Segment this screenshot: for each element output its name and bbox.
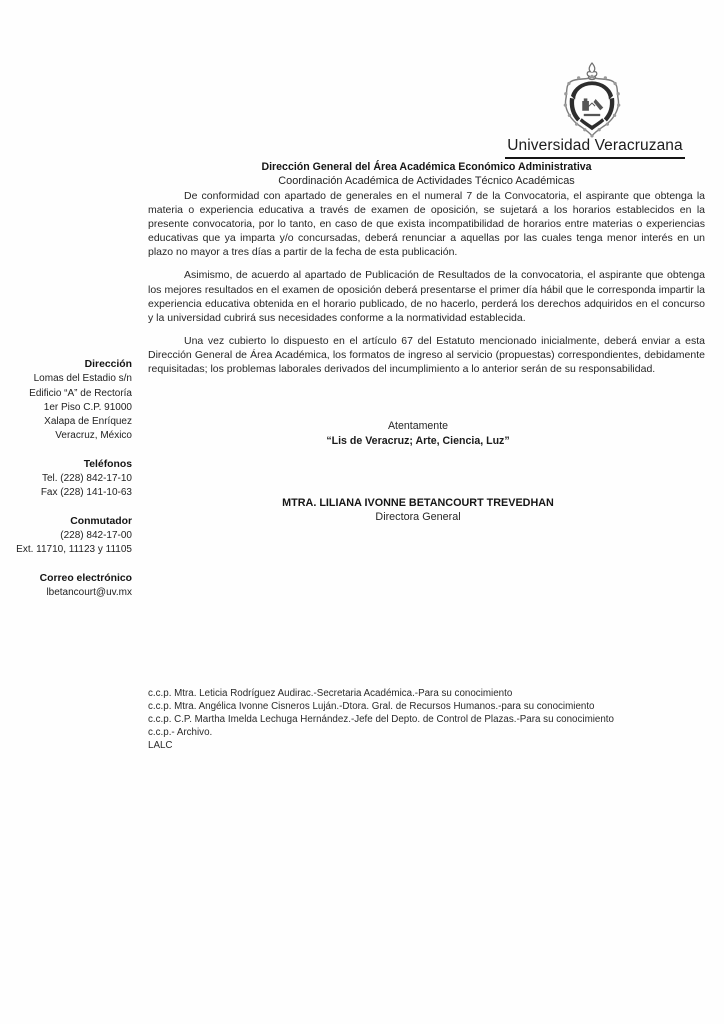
sidebar-heading-telefonos: Teléfonos: [83, 458, 132, 470]
cc-line: c.c.p.- Archivo.: [148, 727, 213, 738]
signer-title: Directora General: [375, 511, 461, 523]
paragraph-1: De conformidad con apartado de generales en el numeral 7 de la Convocatoria, el aspirante que obtenga la materia o experiencia educativa a través de examen de oposición, se sujetará a los horarios establecidos en la presente convocatoria, por lo tanto, en caso de que exista incompatibilidad de horarios entre materias o experiencias educativas que ya imparta y/o concursadas, deberá renunciar a aquellas por las cuales tenga menor interés en un plazo no mayor a tres días a partir de la fecha de esta publicación.: [148, 190, 705, 259]
university-name: Universidad Veracruzana: [507, 137, 683, 154]
fax-line: Fax (228) 141-10-63: [40, 487, 132, 499]
sidebar-heading-correo: Correo electrónico: [39, 572, 132, 584]
paragraph-2: Asimismo, de acuerdo al apartado de Publicación de Resultados de la convocatoria, el aspirante que obtenga los mejores resultados en el examen de oposición deberá presentarse el primer día hábil que le corresponda impartir la experiencia educativa obtenida en el horario publicado, de no hacerlo, perderá los derechos adquiridos en el concurso y la universidad cubrirá sus necesidades conforme a la normatividad establecida.: [148, 269, 705, 324]
closing-block: [148, 419, 688, 448]
sidebar-section-correo: [0, 572, 132, 601]
address-line: 1er Piso C.P. 91000: [43, 401, 132, 413]
title-direccion-general: Dirección General del Área Académica Económico Administrativa: [261, 161, 592, 173]
cc-footer: [148, 687, 628, 752]
uv-crest-logo: [556, 62, 628, 140]
document-titles: [148, 161, 705, 188]
contact-sidebar: [0, 358, 132, 600]
address-line: Lomas del Estadio s/n: [33, 373, 132, 385]
university-name-block: [505, 137, 685, 159]
address-line: Veracruz, México: [55, 430, 132, 442]
salutation: Atentamente: [387, 420, 449, 432]
switchboard-line: (228) 842-17-00: [60, 529, 132, 541]
paragraph-3: Una vez cubierto lo dispuesto en el artículo 67 del Estatuto mencionado inicialmente, deberá enviar a esta Dirección General de Área Académica, los formatos de ingreso al servicio (propuestas) correspondientes, debidamente requisitadas; los problemas laborales derivados del incumplimiento a lo anterior serán de su responsabilidad.: [148, 334, 705, 376]
signer-name: MTRA. LILIANA IVONNE BETANCOURT TREVEDHAN: [282, 497, 554, 509]
signature-block: [148, 496, 688, 524]
address-line: Edificio “A” de Rectoría: [29, 387, 132, 399]
sidebar-section-direccion: [0, 358, 132, 444]
title-coordinacion: Coordinación Académica de Actividades Técnico Académicas: [278, 175, 575, 187]
sidebar-heading-conmutador: Conmutador: [70, 515, 132, 527]
cc-line: c.c.p. Mtra. Leticia Rodríguez Audirac.-Secretaria Académica.-Para su conocimiento: [148, 688, 513, 699]
extensions-line: Ext. 11710, 11123 y 11105: [16, 544, 132, 556]
uv-crest-icon: [556, 62, 628, 140]
phone-line: Tel. (228) 842-17-10: [41, 473, 132, 485]
cc-line: c.c.p. C.P. Martha Imelda Lechuga Hernández.-Jefe del Depto. de Control de Plazas.-Para su conocimiento: [148, 714, 614, 725]
email-address: lbetancourt@uv.mx: [46, 586, 132, 598]
university-motto: “Lis de Veracruz; Arte, Ciencia, Luz”: [326, 434, 510, 447]
cc-line: c.c.p. Mtra. Angélica Ivonne Cisneros Luján.-Dtora. Gral. de Recursos Humanos.-para su conocimiento: [148, 701, 595, 712]
sidebar-section-telefonos: [0, 458, 132, 501]
sidebar-heading-direccion: Dirección: [84, 359, 132, 370]
letter-body: [148, 189, 705, 385]
sidebar-section-conmutador: [0, 515, 132, 558]
author-initials: LALC: [148, 740, 173, 751]
address-line: Xalapa de Enríquez: [44, 416, 132, 428]
